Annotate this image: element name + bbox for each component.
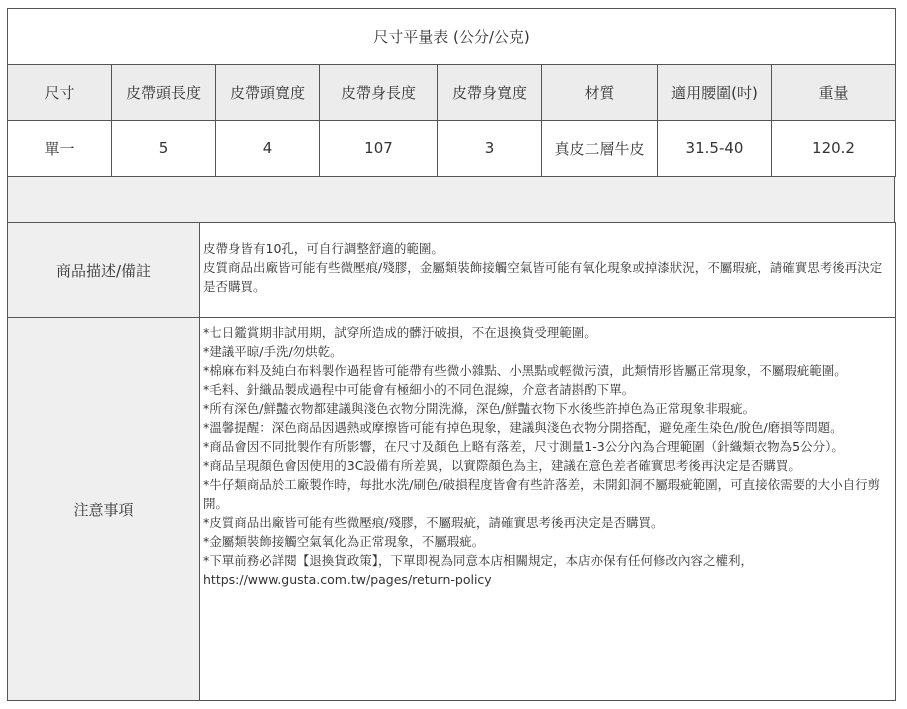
header-size: 尺寸 <box>8 65 112 120</box>
size-table-title: 尺寸平量表 (公分/公克) <box>8 9 896 65</box>
note-line: *所有深色/鮮豔衣物都建議與淺色衣物分開洗滌，深色/鮮豔衣物下水後些許掉色為正常現象非瑕疵。 <box>203 401 756 416</box>
note-line: *下單前務必詳閱【退換貨政策】，下單即視為同意本店相關規定，本店亦保有任何修改內容之權利，https://www.gusta.com.tw/pages/return-policy <box>203 553 754 587</box>
header-strap-width: 皮帶身寬度 <box>438 65 542 120</box>
header-buckle-length: 皮帶頭長度 <box>112 65 216 120</box>
header-weight: 重量 <box>772 65 896 120</box>
description-line: 皮帶身皆有10孔，可自行調整舒適的範圍。 <box>203 241 444 256</box>
size-table-header-row <box>8 65 896 120</box>
notes-table <box>7 222 896 701</box>
note-line: *棉麻布料及純白布料製作過程皆可能帶有些微小雜點、小黑點或輕微污漬，此類情形皆屬正常現象，不屬瑕疵範圍。 <box>203 363 847 378</box>
note-line: *毛料、針織品製成過程中可能會有極細小的不同色混線，介意者請斟酌下單。 <box>203 382 635 397</box>
cell-buckle-length: 5 <box>112 120 216 176</box>
cell-material: 真皮二層牛皮 <box>542 120 658 176</box>
description-content <box>200 223 896 318</box>
cell-strap-length: 107 <box>320 120 438 176</box>
notes-label: 注意事項 <box>8 318 200 701</box>
cell-size: 單一 <box>8 120 112 176</box>
description-label: 商品描述/備註 <box>8 223 200 318</box>
cell-buckle-width: 4 <box>216 120 320 176</box>
header-material: 材質 <box>542 65 658 120</box>
note-line: *溫馨提醒：深色商品因遇熱或摩擦皆可能有掉色現象，建議與淺色衣物分開搭配，避免產生染色/脫色/磨損等問題。 <box>203 420 843 435</box>
cell-strap-width: 3 <box>438 120 542 176</box>
description-row <box>8 223 896 318</box>
cell-weight: 120.2 <box>772 120 896 176</box>
size-table <box>7 8 896 177</box>
note-line: *七日鑑賞期非試用期，試穿所造成的髒汙破損，不在退換貨受理範圍。 <box>203 325 597 340</box>
note-line: *商品呈現顏色會因使用的3C設備有所差異，以實際顏色為主，建議在意色差者確實思考後再決定是否購買。 <box>203 458 801 473</box>
header-buckle-width: 皮帶頭寬度 <box>216 65 320 120</box>
cell-waist: 31.5-40 <box>658 120 772 176</box>
table-row <box>8 120 896 176</box>
note-line: *金屬類裝飾接觸空氣氧化為正常現象，不屬瑕疵。 <box>203 534 485 549</box>
description-line: 皮質商品出廠皆可能有些微壓痕/殘膠，金屬類裝飾接觸空氣皆可能有氧化現象或掉漆狀況，不屬瑕疵，請確實思考後再決定是否購買。 <box>203 260 883 294</box>
note-line: *建議平晾/手洗/勿烘乾。 <box>203 344 343 359</box>
header-strap-length: 皮帶身長度 <box>320 65 438 120</box>
header-waist: 適用腰圍(吋) <box>658 65 772 120</box>
notes-row <box>8 318 896 701</box>
notes-content <box>200 318 896 701</box>
note-line: *皮質商品出廠皆可能有些微壓痕/殘膠，不屬瑕疵，請確實思考後再決定是否購買。 <box>203 515 664 530</box>
note-line: *商品會因不同批製作有所影響，在尺寸及顏色上略有落差，尺寸測量1-3公分內為合理範圍（針織類衣物為5公分）。 <box>203 439 844 454</box>
section-spacer <box>7 177 895 222</box>
note-line: *牛仔類商品於工廠製作時，每批水洗/刷色/破損程度皆會有些許落差，未開釦洞不屬瑕疵範圍，可直接依需要的大小自行剪開。 <box>203 477 881 511</box>
